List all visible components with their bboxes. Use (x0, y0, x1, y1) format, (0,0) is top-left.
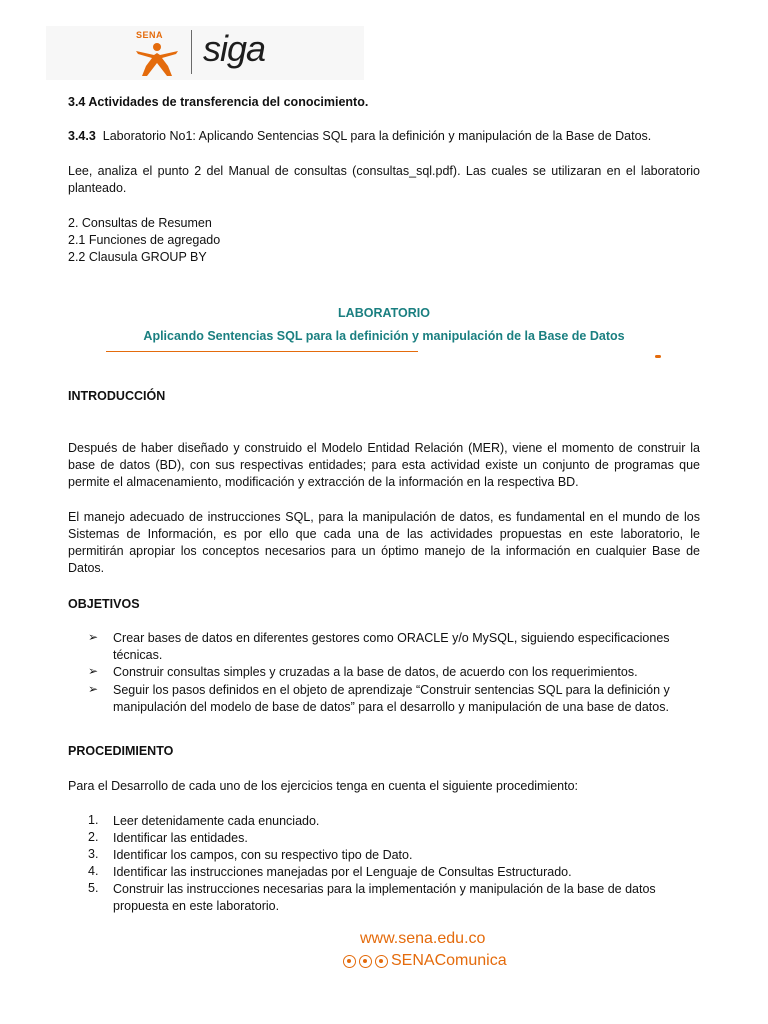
lab-title: Laboratorio No1: Aplicando Sentencias SQL para la definición y manipulación de la Base de Datos. (102, 129, 652, 143)
arrow-bullet-icon: ➢ (88, 664, 99, 678)
facebook-icon (359, 955, 372, 968)
step-number: 5. (88, 881, 99, 895)
objetivo-item: Crear bases de datos en diferentes gestores como ORACLE y/o MySQL, siguiendo especificaciones técnicas. (113, 631, 670, 662)
logo-divider (191, 30, 192, 74)
lab-subtitle: Aplicando Sentencias SQL para la definición y manipulación de la Base de Datos (143, 329, 625, 343)
introduccion-title: INTRODUCCIÓN (68, 389, 166, 403)
step-number: 2. (88, 830, 99, 844)
objetivo-item: Seguir los pasos definidos en el objeto de aprendizaje “Construir sentencias SQL para la definición y manipulación del modelo de base de datos” para el desarrollo y manipulación de una base de datos. (113, 683, 670, 714)
sena-logo-text: SENA (136, 30, 164, 40)
step-number: 4. (88, 864, 99, 878)
lab-number: 3.4.3 (68, 129, 96, 143)
intro-paragraph: Lee, analiza el punto 2 del Manual de consultas (consultas_sql.pdf). Las cuales se utilizaran en el laboratorio planteado. (68, 164, 700, 195)
procedimiento-intro: Para el Desarrollo de cada uno de los ejercicios tenga en cuenta el siguiente procedimiento: (68, 779, 579, 793)
twitter-icon (343, 955, 356, 968)
section-heading: 3.4 Actividades de transferencia del conocimiento. (68, 95, 369, 109)
objetivos-title: OBJETIVOS (68, 597, 140, 611)
topic-item: 2.2 Clausula GROUP BY (68, 250, 207, 264)
topic-item: 2. Consultas de Resumen (68, 216, 212, 230)
lab-label: LABORATORIO (338, 306, 430, 320)
step-text: Construir las instrucciones necesarias para la implementación y manipulación de la base de datos propuesta en este laboratorio. (113, 882, 656, 913)
lab-heading (68, 128, 700, 145)
step-number: 1. (88, 813, 99, 827)
procedimiento-title: PROCEDIMIENTO (68, 744, 174, 758)
objetivo-item: Construir consultas simples y cruzadas a la base de datos, de acuerdo con los requerimientos. (113, 665, 638, 679)
step-text: Identificar los campos, con su respectivo tipo de Dato. (113, 848, 413, 862)
arrow-bullet-icon: ➢ (88, 682, 99, 696)
accent-divider (106, 351, 418, 352)
introduccion-paragraph-1: Después de haber diseñado y construido el Modelo Entidad Relación (MER), viene el momento de construir la base de datos (BD), con sus respectivas entidades; para esta actividad existe un conjunto de programas que permite el almacenamiento, modificación y extracción de la información en la respectiva BD. (68, 441, 700, 489)
step-text: Identificar las instrucciones manejadas por el Lenguaje de Consultas Estructurado. (113, 865, 572, 879)
footer-social (343, 952, 507, 970)
introduccion-paragraph-2: El manejo adecuado de instrucciones SQL, para la manipulación de datos, es fundamental en el mundo de los Sistemas de Información, es por ello que cada una de las actividades propuestas en este laboratorio, le permitirán apropiar los conceptos necesarios para un óptimo manejo de la información en cualquier Base de Datos. (68, 510, 700, 575)
footer-social-handle: SENAComunica (391, 952, 507, 969)
accent-dot (655, 355, 661, 358)
instagram-icon (375, 955, 388, 968)
step-text: Leer detenidamente cada enunciado. (113, 814, 320, 828)
footer-url: www.sena.edu.co (360, 930, 486, 947)
siga-logo: siga (203, 28, 266, 69)
step-text: Identificar las entidades. (113, 831, 248, 845)
arrow-bullet-icon: ➢ (88, 630, 99, 644)
topic-item: 2.1 Funciones de agregado (68, 233, 221, 247)
step-number: 3. (88, 847, 99, 861)
